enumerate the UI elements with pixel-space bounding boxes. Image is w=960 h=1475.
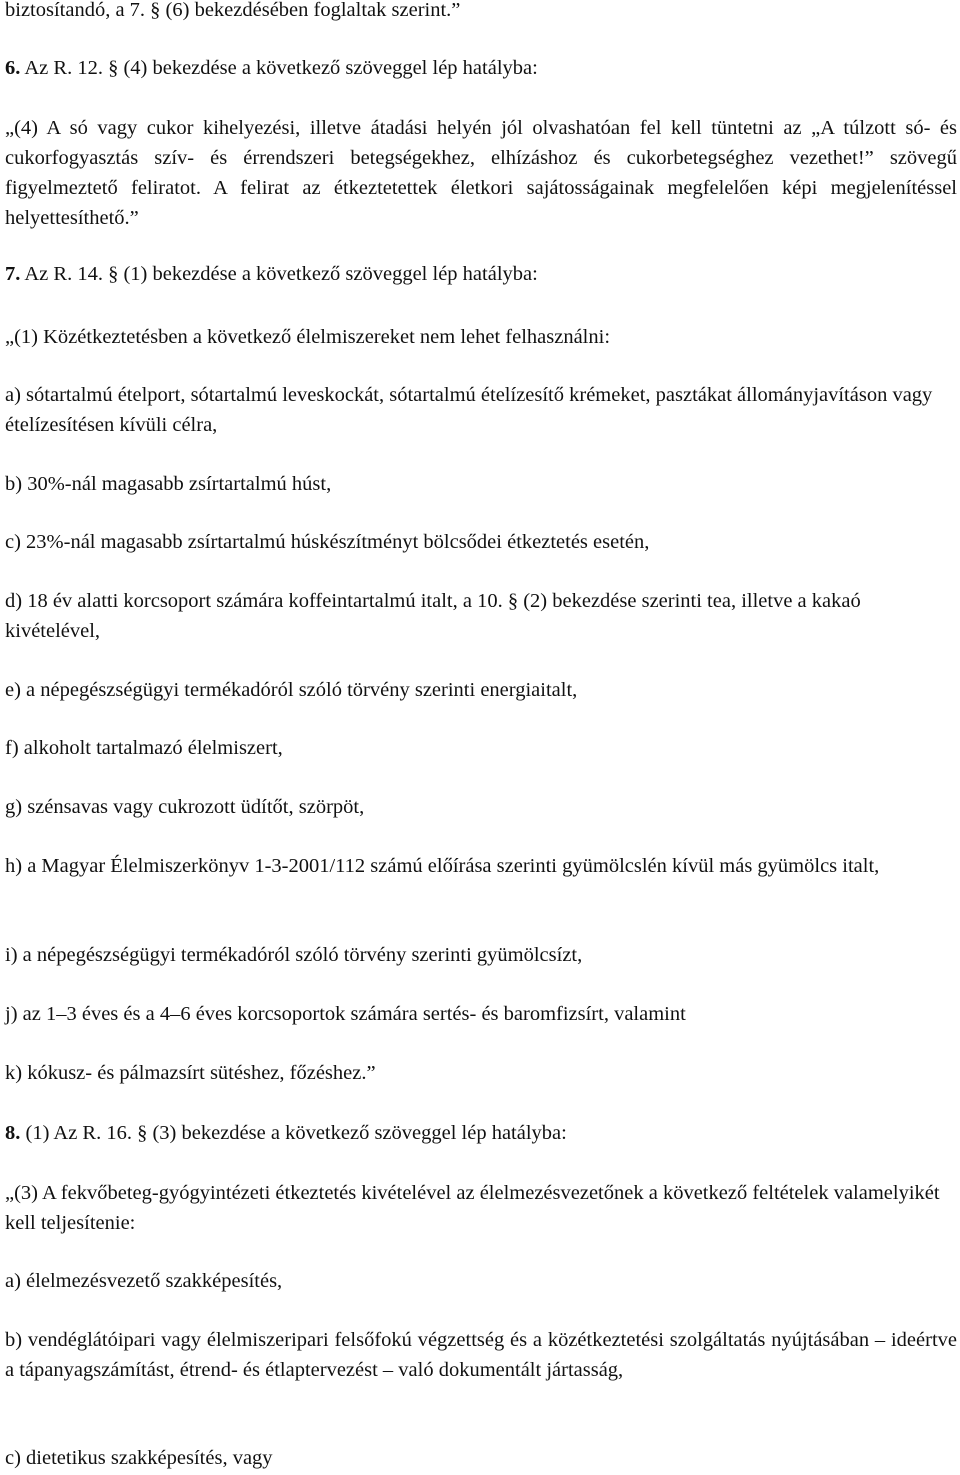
paragraph-intro-end: biztosítandó, a 7. § (6) bekezdésében foglaltak szerint.” (5, 0, 461, 21)
section-8-heading (5, 1118, 955, 1148)
section-6-text: Az R. 12. § (4) bekezdése a következő szöveggel lép hatályba: (20, 57, 538, 79)
section-7-number: 7. (5, 263, 21, 285)
list-item-h: h) a Magyar Élelmiszerkönyv 1-3-2001/112 számú előírása szerinti gyümölcslén kívül más gyümölcs italt, (5, 855, 880, 877)
list-item-k: k) kókusz- és pálmazsírt sütéshez, főzéshez.” (5, 1062, 376, 1084)
list-item-c: c) 23%-nál magasabb zsírtartalmú húskészítményt bölcsődei étkeztetés esetén, (5, 531, 650, 553)
list-item-g: g) szénsavas vagy cukrozott üdítőt, szörpöt, (5, 796, 365, 818)
section-7-text: Az R. 14. § (1) bekezdése a következő szöveggel lép hatályba: (20, 263, 538, 285)
amendment-paragraph-4 (5, 113, 957, 233)
amendment-paragraph-3: „(3) A fekvőbeteg-gyógyintézeti étkeztetés kivételével az élelmezésvezetőnek a következő feltételek valamelyikét kell teljesítenie: (5, 1182, 940, 1234)
section-6-heading (5, 53, 955, 83)
list-item-i: i) a népegészségügyi termékadóról szóló törvény szerinti gyümölcsízt, (5, 944, 583, 966)
list-item-a: a) sótartalmú ételport, sótartalmú leveskockát, sótartalmú ételízesítő krémeket, pasztákat állományjavításon vagy ételízesítésen kívüli célra, (5, 384, 933, 436)
list-item-e: e) a népegészségügyi termékadóról szóló törvény szerinti energiaitalt, (5, 679, 578, 701)
amendment-paragraph-1: „(1) Közétkeztetésben a következő élelmiszereket nem lehet felhasználni: (5, 326, 611, 348)
amendment-paragraph-4-text: „(4) A só vagy cukor kihelyezési, illetve átadási helyén jól olvashatóan fel kell tüntetni az „A túlzott só- és cukorfogyasztás szív- és érrendszeri betegségekhez, elhízáshoz és cukorbetegséghez vezethet!” szövegű figyelmeztető feliratot. A felirat az étkeztetettek életkori sajátosságainak megfelelően képi megjelenítéssel helyettesíthető.” (5, 117, 957, 229)
list-item-j: j) az 1–3 éves és a 4–6 éves korcsoportok számára sertés- és baromfizsírt, valamint (5, 1003, 686, 1025)
condition-item-c: c) dietetikus szakképesítés, vagy (5, 1447, 273, 1469)
list-item-d: d) 18 év alatti korcsoport számára koffeintartalmú italt, a 10. § (2) bekezdése szerinti tea, illetve a kakaó kivételével, (5, 590, 861, 642)
section-6-number: 6. (5, 57, 21, 79)
section-7-heading (5, 259, 955, 289)
condition-item-b: b) vendéglátóipari vagy élelmiszeripari felsőfokú végzettség és a közétkeztetési szolgáltatás nyújtásában – ideértve a tápanyagszámítást, étrend- és étlaptervezést – való dokumentált jártasság, (5, 1329, 957, 1381)
list-item-b: b) 30%-nál magasabb zsírtartalmú húst, (5, 473, 332, 495)
condition-item-a: a) élelmezésvezető szakképesítés, (5, 1270, 283, 1292)
section-8-number: 8. (5, 1122, 21, 1144)
section-8-text: (1) Az R. 16. § (3) bekezdése a következő szöveggel lép hatályba: (20, 1122, 567, 1144)
list-item-f: f) alkoholt tartalmazó élelmiszert, (5, 737, 283, 759)
